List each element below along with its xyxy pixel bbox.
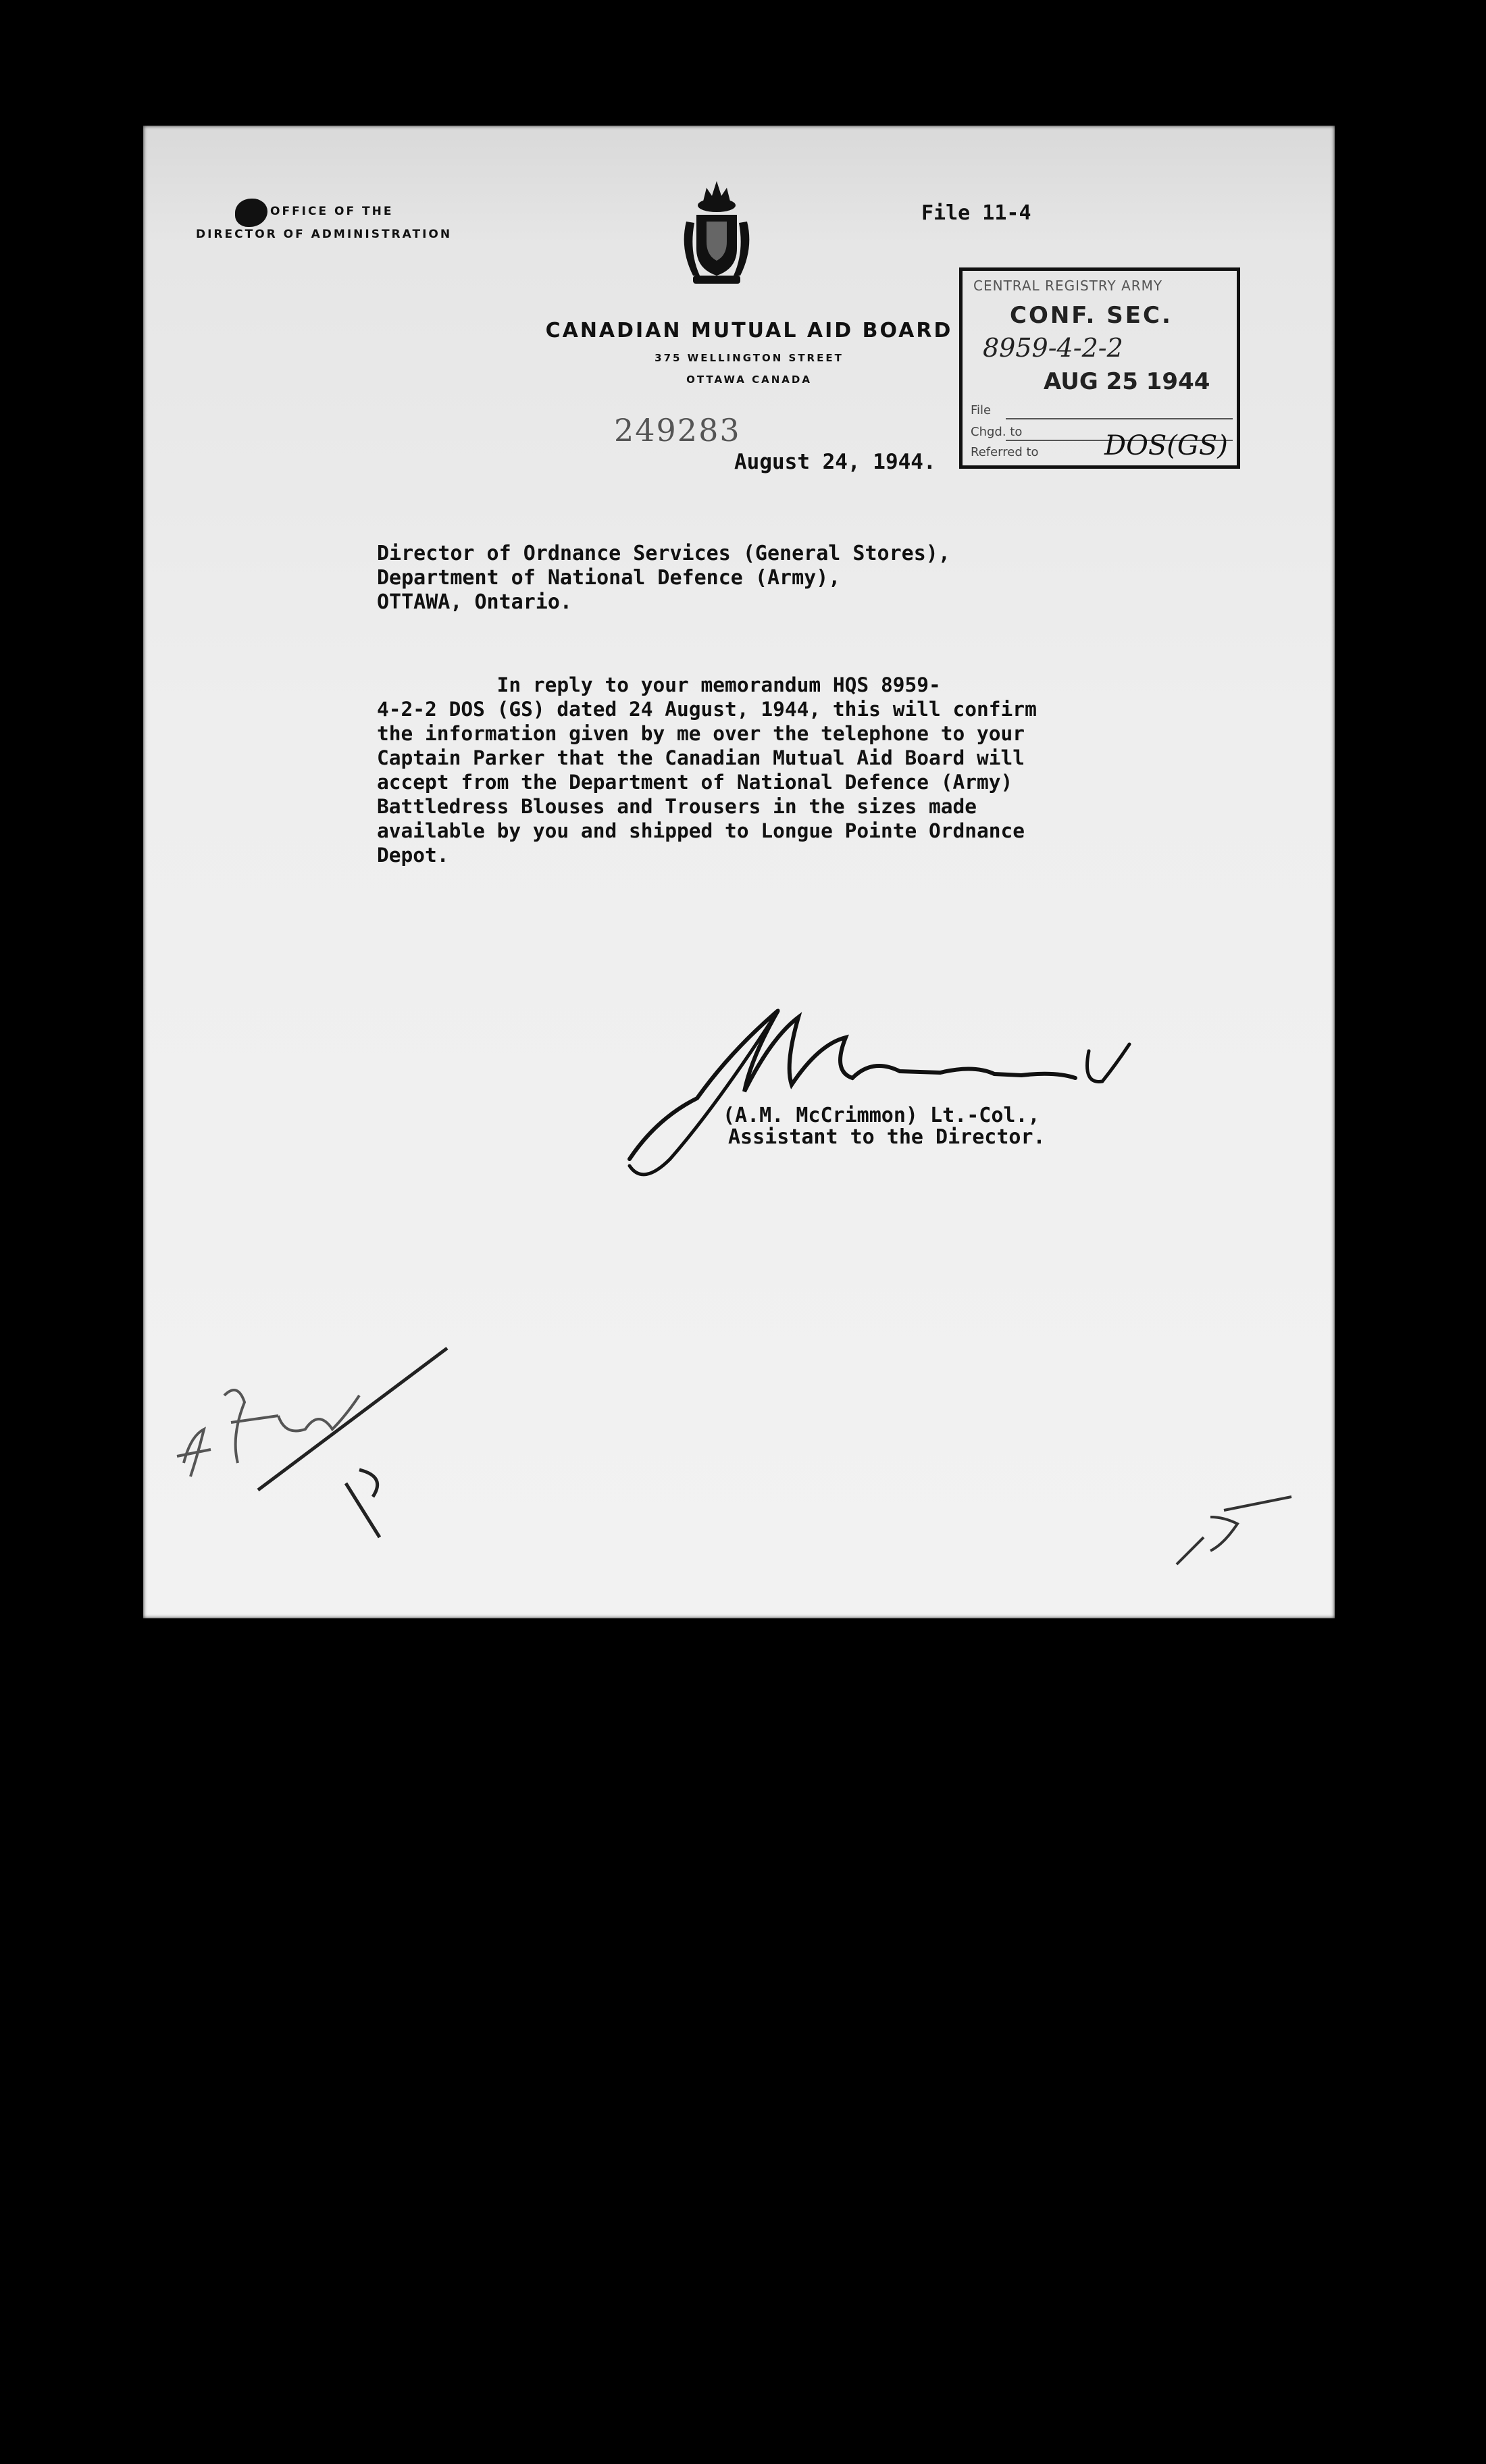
signatory-title: Assistant to the Director.: [728, 1125, 1046, 1149]
handwritten-annotations: [143, 1260, 1335, 1612]
board-street: 375 WELLINGTON STREET: [655, 352, 844, 364]
letter-date: August 24, 1944.: [734, 450, 936, 474]
board-city: OTTAWA CANADA: [686, 374, 812, 386]
stamp-referred-label: Referred to: [971, 445, 1039, 459]
serial-number: 249283: [614, 412, 741, 448]
address-line: Department of National Defence (Army),: [377, 566, 841, 590]
office-header: [196, 200, 452, 246]
signatory-name: (A.M. McCrimmon) Lt.-Col.,: [723, 1104, 1040, 1127]
file-reference: File 11-4: [921, 201, 1031, 225]
board-name: CANADIAN MUTUAL AID BOARD: [545, 319, 953, 342]
stamp-registry: CENTRAL REGISTRY ARMY: [973, 278, 1163, 294]
coat-of-arms-icon: [673, 174, 761, 289]
body-line: Battledress Blouses and Trousers in the sizes made: [377, 795, 977, 818]
stamp-rule: [1006, 418, 1233, 419]
stamp-chgd-label: Chgd. to: [971, 425, 1023, 439]
body-line: available by you and shipped to Longue Pointe Ordnance: [377, 819, 1025, 842]
body-line: accept from the Department of National Defence (Army): [377, 771, 1013, 794]
recipient-address: [377, 542, 950, 615]
body-line: Captain Parker that the Canadian Mutual Aid Board will: [377, 746, 1025, 769]
letter-body: [377, 673, 1079, 867]
stamp-handwritten-ref: 8959-4-2-2: [983, 333, 1123, 363]
body-line: Depot.: [377, 844, 449, 867]
stamp-date: AUG 25 1944: [1044, 368, 1210, 395]
stamp-file-label: File: [971, 403, 992, 417]
body-line: In reply to your memorandum HQS 8959-: [377, 673, 941, 696]
address-line: Director of Ordnance Services (General Stores),: [377, 542, 950, 565]
registry-stamp: [959, 267, 1240, 469]
stamp-handwritten-referred: DOS(GS): [1104, 430, 1228, 461]
office-line-1: OFFICE OF THE: [270, 205, 394, 218]
body-line: 4-2-2 DOS (GS) dated 24 August, 1944, this will confirm: [377, 698, 1037, 721]
office-line-2: DIRECTOR OF ADMINISTRATION: [196, 228, 453, 241]
address-line: OTTAWA, Ontario.: [377, 590, 572, 614]
stamp-section: CONF. SEC.: [1010, 302, 1173, 329]
letter-page: [143, 126, 1335, 1618]
body-line: the information given by me over the telephone to your: [377, 722, 1025, 745]
